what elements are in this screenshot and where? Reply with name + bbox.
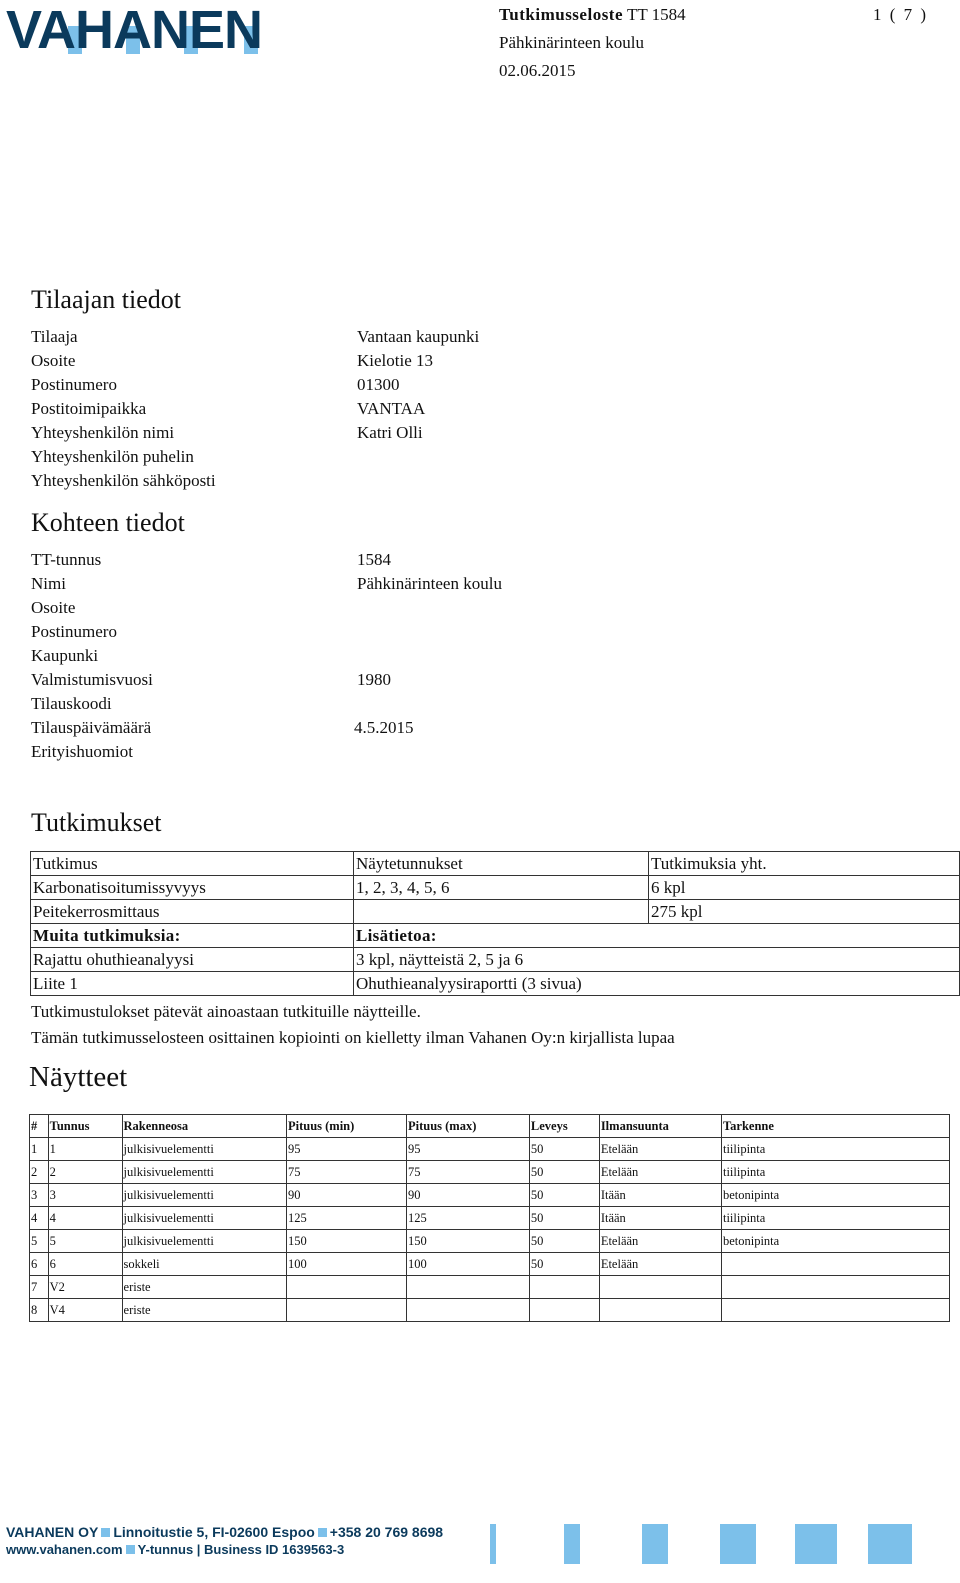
square-icon (318, 1528, 327, 1537)
lisatietoa-label: Lisätietoa: (354, 924, 960, 948)
table-row (30, 1299, 950, 1322)
document-title (499, 5, 686, 25)
table-cell: 5 (48, 1230, 122, 1253)
table-cell (721, 1253, 949, 1276)
info-row (31, 397, 931, 421)
table-cell: Ohuthieanalyysiraportti (3 sivua) (354, 972, 960, 996)
table-header-row (31, 852, 960, 876)
muita-tutkimuksia-label: Muita tutkimuksia: (31, 924, 354, 948)
table-row (31, 948, 960, 972)
column-header: Ilmansuunta (599, 1115, 721, 1138)
info-row (31, 445, 931, 469)
table-cell: 95 (286, 1138, 406, 1161)
table-row (31, 924, 960, 948)
table-cell: 8 (30, 1299, 49, 1322)
info-value: Katri Olli (357, 423, 423, 442)
header-cell: Tutkimus (31, 852, 354, 876)
table-cell: Liite 1 (31, 972, 354, 996)
footer-line-2 (6, 1542, 443, 1557)
column-header: Pituus (max) (406, 1115, 529, 1138)
table-cell (599, 1299, 721, 1322)
section-heading-tilaaja: Tilaajan tiedot (31, 285, 181, 314)
table-cell: 75 (406, 1161, 529, 1184)
footer-decor-bar (795, 1524, 837, 1564)
table-cell: 4 (30, 1207, 49, 1230)
table-cell: 3 kpl, näytteistä 2, 5 ja 6 (354, 948, 960, 972)
table-cell: 2 (30, 1161, 49, 1184)
table-cell: 90 (286, 1184, 406, 1207)
info-value: VANTAA (357, 399, 426, 418)
document-subtitle: Pähkinärinteen koulu (499, 33, 644, 52)
tilaaja-info-list (31, 325, 931, 493)
footer-line-1 (6, 1524, 443, 1540)
table-cell: 1, 2, 3, 4, 5, 6 (354, 876, 649, 900)
info-row (31, 325, 931, 349)
title-bold: Tutkimusseloste (499, 5, 624, 24)
footer-company: VAHANEN OY (6, 1524, 99, 1540)
note-validity: Tutkimustulokset pätevät ainoastaan tutkituille näytteille. (31, 1002, 421, 1021)
info-value: 1980 (357, 670, 391, 689)
table-cell: 5 (30, 1230, 49, 1253)
info-row (31, 596, 931, 620)
column-header: Tunnus (48, 1115, 122, 1138)
table-cell: 50 (529, 1138, 599, 1161)
table-cell: eriste (122, 1276, 286, 1299)
table-cell: Itään (599, 1184, 721, 1207)
info-row (31, 421, 931, 445)
table-cell: Etelään (599, 1230, 721, 1253)
table-cell: tiilipinta (721, 1207, 949, 1230)
kohde-info-list (31, 548, 931, 764)
info-label: Tilauskoodi (31, 694, 112, 713)
table-cell (406, 1276, 529, 1299)
info-value: 1584 (357, 550, 391, 569)
table-cell: julkisivuelementti (122, 1230, 286, 1253)
info-label: Yhteyshenkilön nimi (31, 423, 175, 442)
table-cell: julkisivuelementti (122, 1161, 286, 1184)
header-cell: Tutkimuksia yht. (649, 852, 960, 876)
column-header: # (30, 1115, 49, 1138)
info-row (31, 716, 931, 740)
document-date: 02.06.2015 (499, 61, 576, 80)
info-row (31, 620, 931, 644)
table-cell: 4 (48, 1207, 122, 1230)
table-cell: tiilipinta (721, 1161, 949, 1184)
header-cell: Näytetunnukset (354, 852, 649, 876)
info-row (31, 692, 931, 716)
footer (6, 1524, 443, 1557)
info-value: Vantaan kaupunki (357, 327, 480, 346)
table-cell: 6 (48, 1253, 122, 1276)
table-cell: V4 (48, 1299, 122, 1322)
table-cell: eriste (122, 1299, 286, 1322)
info-label: Tilaaja (31, 327, 78, 346)
info-row (31, 644, 931, 668)
table-cell: 150 (286, 1230, 406, 1253)
footer-decor-bar (490, 1524, 496, 1564)
info-row (31, 548, 931, 572)
table-cell: 125 (286, 1207, 406, 1230)
table-cell: V2 (48, 1276, 122, 1299)
naytteet-table (29, 1114, 950, 1322)
page-number: 1 ( 7 ) (873, 5, 929, 24)
footer-decor-bar (564, 1524, 580, 1564)
table-cell: Etelään (599, 1161, 721, 1184)
table-cell: 2 (48, 1161, 122, 1184)
info-value: Kielotie 13 (357, 351, 434, 370)
table-cell (529, 1299, 599, 1322)
table-cell (599, 1276, 721, 1299)
table-header-row (30, 1115, 950, 1138)
table-cell: 150 (406, 1230, 529, 1253)
table-cell (529, 1276, 599, 1299)
footer-phone: +358 20 769 8698 (329, 1524, 444, 1540)
table-row (30, 1276, 950, 1299)
footer-ytunnus: Y-tunnus | Business ID 1639563-3 (137, 1542, 345, 1557)
table-cell (286, 1276, 406, 1299)
info-label: Erityishuomiot (31, 742, 133, 761)
table-cell: 7 (30, 1276, 49, 1299)
footer-address: Linnoitustie 5, FI-02600 Espoo (113, 1524, 315, 1540)
table-cell: Etelään (599, 1253, 721, 1276)
table-cell: 6 (30, 1253, 49, 1276)
vahanen-logo (6, 0, 296, 60)
table-cell: 50 (529, 1207, 599, 1230)
info-label: Tilauspäivämäärä (31, 718, 152, 737)
table-cell: 275 kpl (649, 900, 960, 924)
table-cell: betonipinta (721, 1184, 949, 1207)
table-cell (354, 900, 649, 924)
table-cell: 75 (286, 1161, 406, 1184)
info-value: 4.5.2015 (354, 718, 414, 737)
table-body (30, 1138, 950, 1322)
section-heading-naytteet: Näytteet (29, 1061, 128, 1093)
table-cell: Rajattu ohuthieanalyysi (31, 948, 354, 972)
column-header: Pituus (min) (286, 1115, 406, 1138)
table-cell (286, 1299, 406, 1322)
info-value: 01300 (357, 375, 400, 394)
table-row (30, 1138, 950, 1161)
table-row (31, 876, 960, 900)
table-cell: 50 (529, 1253, 599, 1276)
table-cell: julkisivuelementti (122, 1138, 286, 1161)
table-cell: Karbonatisoitumissyvyys (31, 876, 354, 900)
footer-decor-bar (642, 1524, 668, 1564)
info-label: Yhteyshenkilön sähköposti (31, 471, 216, 490)
info-label: Osoite (31, 598, 76, 617)
table-row (30, 1161, 950, 1184)
tutkimukset-table (30, 851, 960, 996)
table-cell: Peitekerrosmittaus (31, 900, 354, 924)
table-cell (721, 1276, 949, 1299)
title-rest: TT 1584 (626, 5, 686, 24)
info-label: Valmistumisvuosi (31, 670, 153, 689)
table-row (30, 1230, 950, 1253)
table-row (30, 1207, 950, 1230)
table-row (30, 1184, 950, 1207)
table-cell: julkisivuelementti (122, 1207, 286, 1230)
info-row (31, 349, 931, 373)
table-cell: 3 (30, 1184, 49, 1207)
info-row (31, 740, 931, 764)
section-heading-kohde: Kohteen tiedot (31, 508, 185, 537)
square-icon (101, 1528, 110, 1537)
table-cell: 125 (406, 1207, 529, 1230)
footer-decor-bar (720, 1524, 756, 1564)
square-icon (126, 1545, 135, 1554)
section-heading-tutkimukset: Tutkimukset (31, 808, 162, 837)
table-cell: 50 (529, 1230, 599, 1253)
footer-web: www.vahanen.com (6, 1542, 123, 1557)
info-value: Pähkinärinteen koulu (357, 574, 502, 593)
table-cell: 50 (529, 1184, 599, 1207)
table-cell: sokkeli (122, 1253, 286, 1276)
info-row (31, 469, 931, 493)
info-label: Postitoimipaikka (31, 399, 147, 418)
column-header: Rakenneosa (122, 1115, 286, 1138)
table-cell: betonipinta (721, 1230, 949, 1253)
note-copying: Tämän tutkimusselosteen osittainen kopiointi on kielletty ilman Vahanen Oy:n kirjallista lupaa (31, 1028, 675, 1047)
table-cell: 100 (286, 1253, 406, 1276)
table-cell: 3 (48, 1184, 122, 1207)
table-cell: Itään (599, 1207, 721, 1230)
table-cell: julkisivuelementti (122, 1184, 286, 1207)
table-cell: 50 (529, 1161, 599, 1184)
info-label: Postinumero (31, 375, 117, 394)
info-row (31, 572, 931, 596)
info-label: Yhteyshenkilön puhelin (31, 447, 194, 466)
info-label: TT-tunnus (31, 550, 102, 569)
table-cell: 90 (406, 1184, 529, 1207)
table-cell (406, 1299, 529, 1322)
column-header: Tarkenne (721, 1115, 949, 1138)
table-cell (721, 1299, 949, 1322)
table-cell: tiilipinta (721, 1138, 949, 1161)
column-header: Leveys (529, 1115, 599, 1138)
footer-decor-bar (868, 1524, 912, 1564)
table-row (31, 900, 960, 924)
info-label: Osoite (31, 351, 76, 370)
table-cell: 6 kpl (649, 876, 960, 900)
table-row (30, 1253, 950, 1276)
table-cell: 1 (30, 1138, 49, 1161)
info-label: Kaupunki (31, 646, 99, 665)
table-cell: 100 (406, 1253, 529, 1276)
logo-text: VAHANEN (6, 0, 263, 60)
info-row (31, 668, 931, 692)
info-row (31, 373, 931, 397)
info-label: Postinumero (31, 622, 117, 641)
table-row (31, 972, 960, 996)
info-label: Nimi (31, 574, 66, 593)
table-cell: Etelään (599, 1138, 721, 1161)
table-cell: 95 (406, 1138, 529, 1161)
table-cell: 1 (48, 1138, 122, 1161)
